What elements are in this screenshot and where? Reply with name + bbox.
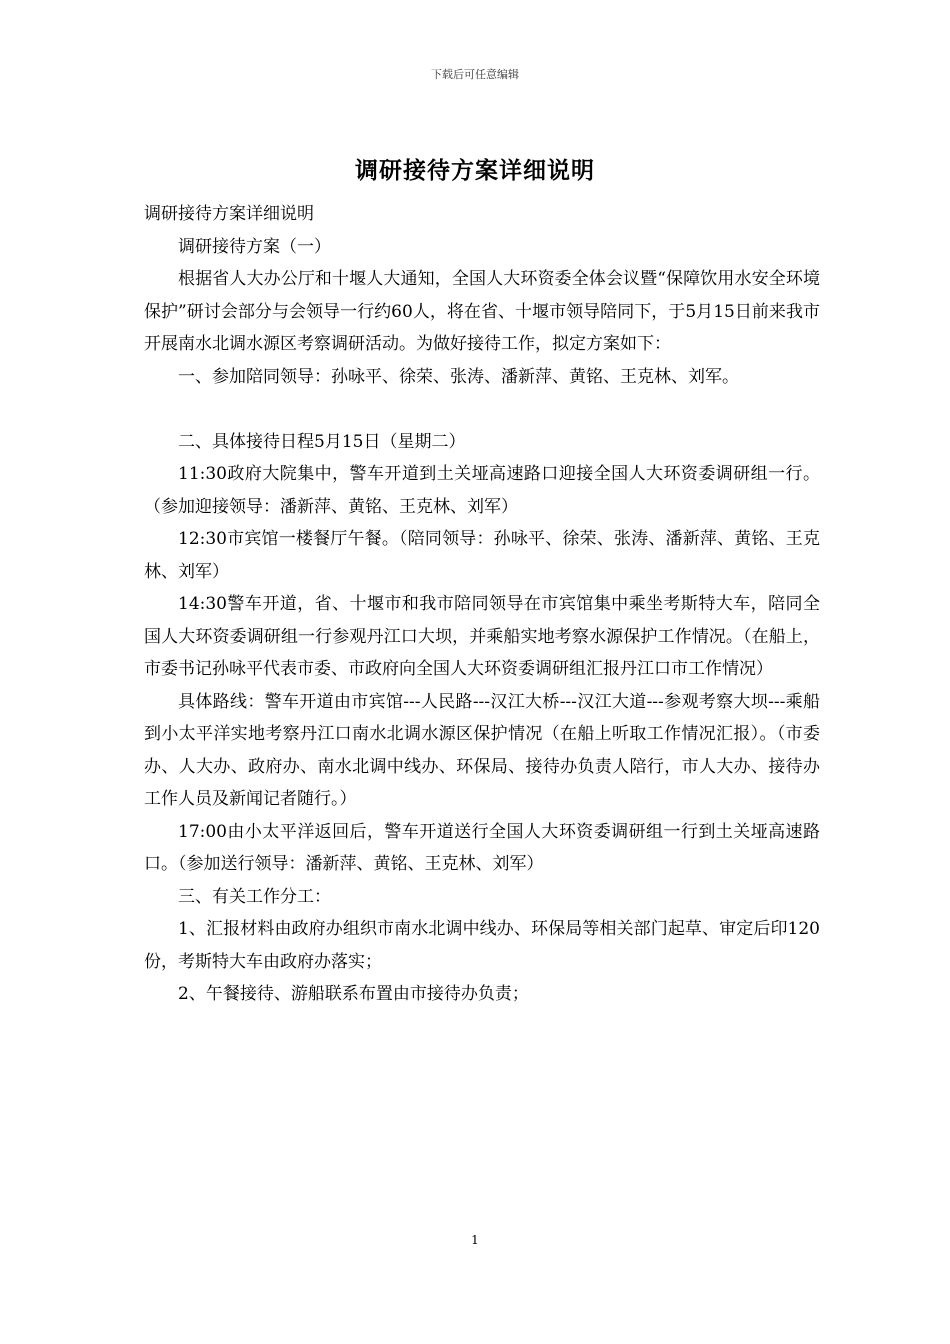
paragraph-1130: 11:30政府大院集中，警车开道到土关垭高速路口迎接全国人大环资委调研组一行。（参加迎接领导：潘新萍、黄铭、王克林、刘军） [144,464,820,517]
paragraph-route: 具体路线：警车开道由市宾馆---人民路---汉江大桥---汉江大道---参观考察大坝---乘船到小太平洋实地考察丹江口南水北调水源区保护情况（在船上听取工作情况汇报）。（市委办、人大办、政府办、南水北调中线办、环保局、接待办负责人陪行，市人大办、接待办工作人员及新闻记者随行。） [144,691,820,809]
header-note: 下载后可任意编辑 [431,68,519,81]
paragraph-1230: 12:30市宾馆一楼餐厅午餐。（陪同领导：孙咏平、徐荣、张涛、潘新萍、黄铭、王克林、刘军） [144,529,820,582]
paragraph-1430: 14:30警车开道，省、十堰市和我市陪同领导在市宾馆集中乘坐考斯特大车，陪同全国人大环资委调研组一行参观丹江口大坝，并乘船实地考察水源保护工作情况。（在船上，市委书记孙咏平代表市委、市政府向全国人大环资委调研组汇报丹江口市工作情况） [144,594,820,679]
page-number: 1 [471,1233,479,1247]
document-title: 调研接待方案详细说明 [355,157,595,184]
paragraph-task-2: 2、午餐接待、游船联系布置由市接待办负责； [178,984,529,1004]
paragraph-section-3: 三、有关工作分工： [178,886,331,907]
paragraph-subtitle: 调研接待方案详细说明 [144,204,314,224]
document-body [144,198,820,1011]
blank-line [144,393,820,426]
paragraph-section-2: 二、具体接待日程5月15日（星期二） [178,431,466,452]
paragraph-task-1: 1、汇报材料由政府办组织市南水北调中线办、环保局等相关部门起草、审定后印120份，考斯特大车由政府办落实； [144,919,820,972]
paragraph-section-1: 一、参加陪同领导：孙咏平、徐荣、张涛、潘新萍、黄铭、王克林、刘军。 [178,366,739,387]
paragraph-intro: 根据省人大办公厅和十堰人大通知，全国人大环资委全体会议暨“保障饮用水安全环境保护”研讨会部分与会领导一行约60人，将在省、十堰市领导陪同下，于5月15日前来我市开展南水北调水源区考察调研活动。为做好接待工作，拟定方案如下： [144,269,820,354]
paragraph-1700: 17:00由小太平洋返回后，警车开道送行全国人大环资委调研组一行到土关垭高速路口。（参加送行领导：潘新萍、黄铭、王克林、刘军） [144,821,820,874]
paragraph-plan-heading: 调研接待方案（一） [178,236,331,257]
